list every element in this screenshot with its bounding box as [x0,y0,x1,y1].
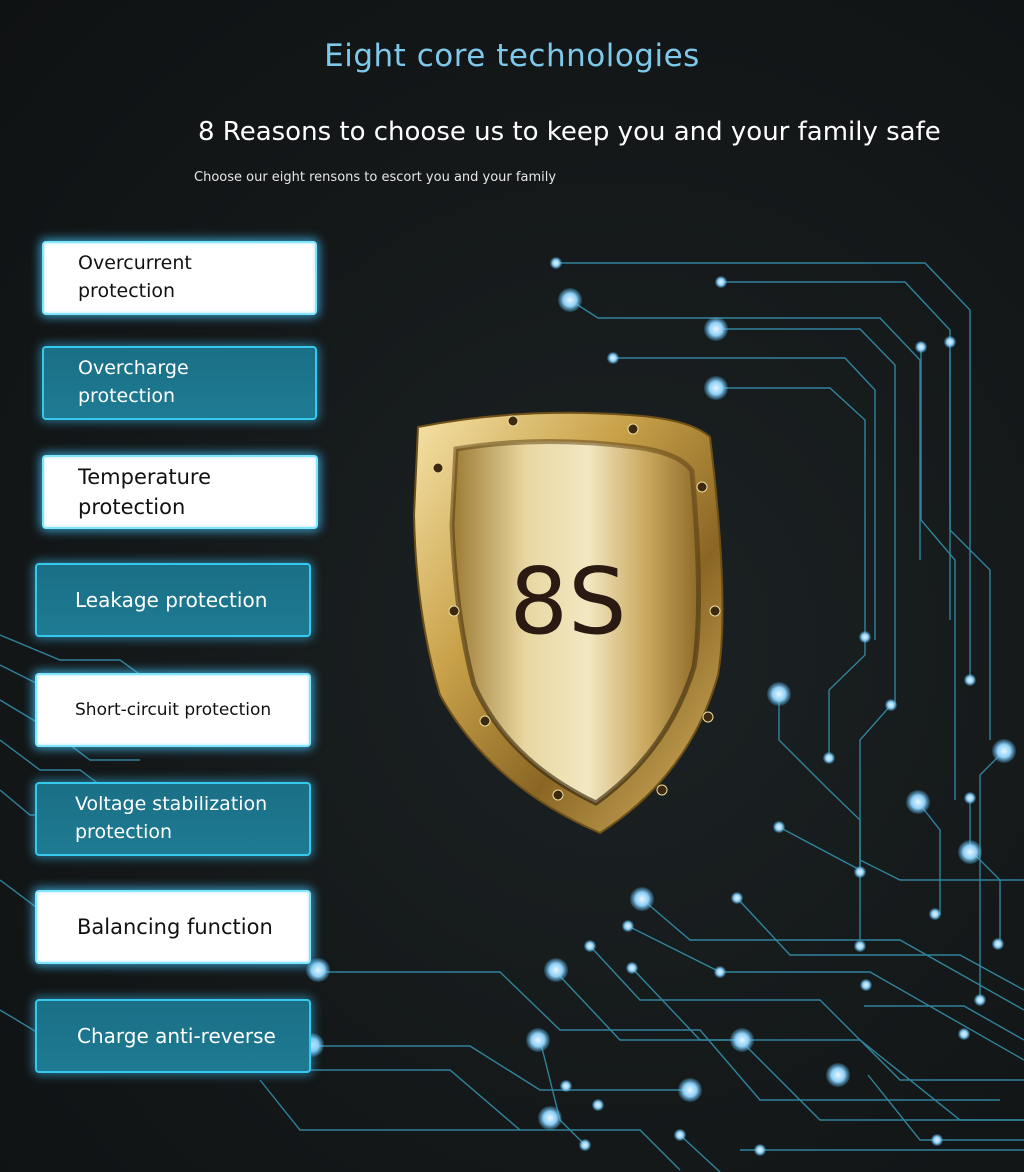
feature-label: Balancing function [77,914,273,939]
feature-label: Charge anti-reverse [77,1023,276,1048]
shield-label: 8S [509,548,627,655]
feature-overcharge-protection [42,346,317,420]
feature-label: Temperature protection [78,464,212,519]
feature-label: Leakage protection [75,587,268,612]
shield-icon [400,405,740,845]
feature-temperature-protection [42,455,318,529]
page-subtitle: 8 Reasons to choose us to keep you and your family safe [198,117,941,147]
feature-short-circuit-protection [35,673,311,747]
feature-voltage-stabilization-protection [35,782,311,856]
page-caption: Choose our eight rensons to escort you and your family [194,170,557,185]
feature-charge-anti-reverse [35,999,311,1073]
feature-overcurrent-protection [42,241,317,315]
feature-leakage-protection [35,563,311,637]
feature-balancing-function [35,890,311,964]
feature-label: Overcurrent protection [78,252,192,302]
feature-label: Overcharge protection [78,357,189,407]
page-title: Eight core technologies [324,38,700,74]
feature-label: Short-circuit protection [75,699,272,720]
feature-label: Voltage stabilization protection [75,793,268,843]
